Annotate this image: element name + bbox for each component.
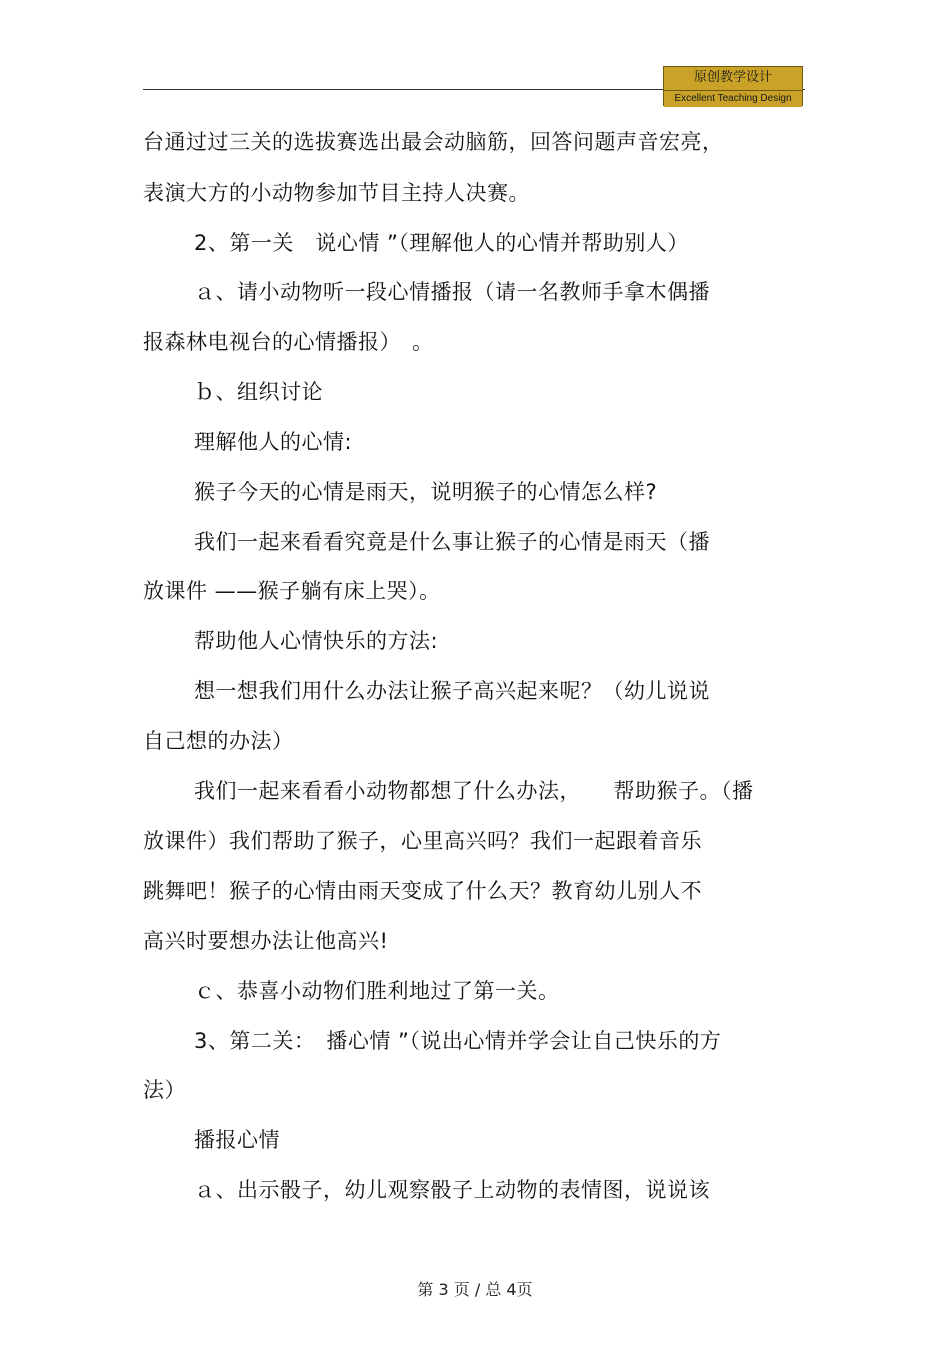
page-number: 第 3 页 / 总 4页 [417, 1280, 533, 1299]
body-line: ｃ、恭喜小动物们胜利地过了第一关。 [194, 979, 560, 1003]
body-line: 法） [143, 1078, 186, 1102]
body-line: 猴子今天的心情是雨天，说明猴子的心情怎么样? [194, 480, 658, 504]
body-line: 我们一起来看看究竟是什么事让猴子的心情是雨天（播 [194, 530, 710, 554]
body-line: 放课件 ——猴子躺有床上哭）。 [143, 579, 441, 603]
body-line: ｂ、组织讨论 [194, 380, 323, 404]
body-line: ａ、出示骰子，幼儿观察骰子上动物的表情图，说说该 [194, 1178, 710, 1202]
body-line: 帮助他人心情快乐的方法: [194, 629, 439, 653]
body-line: 我们一起来看看小动物都想了什么办法， 帮助猴子。（播 [194, 779, 754, 803]
header-badge [663, 66, 803, 106]
body-line: 播报心情 [194, 1128, 280, 1152]
body-line: 自己想的办法） [143, 729, 294, 753]
body-line: ａ、请小动物听一段心情播报（请一名教师手拿木偶播 [194, 280, 710, 304]
body-line: 表演大方的小动物参加节目主持人决赛。 [143, 181, 530, 205]
body-line: 台通过过三关的选拔赛选出最会动脑筋，回答问题声音宏亮， [143, 130, 724, 154]
header-title-cn: 原创教学设计 [693, 70, 772, 85]
body-line: 理解他人的心情: [194, 430, 353, 454]
body-line: 放课件）我们帮助了猴子，心里高兴吗？我们一起跟着音乐 [143, 829, 702, 853]
body-line: 2、第一关 说心情 ”（理解他人的心情并帮助别人） [194, 231, 689, 255]
body-line: 报森林电视台的心情播报） 。 [143, 330, 434, 354]
header-title-en: Excellent Teaching Design [664, 90, 802, 107]
body-line: 3、第二关： 播心情 ”（说出心情并学会让自己快乐的方 [194, 1029, 722, 1053]
body-line: 跳舞吧！猴子的心情由雨天变成了什么天？教育幼儿别人不 [143, 879, 702, 903]
body-line: 想一想我们用什么办法让猴子高兴起来呢？（幼儿说说 [194, 679, 710, 703]
body-line: 高兴时要想办法让他高兴! [143, 929, 389, 953]
